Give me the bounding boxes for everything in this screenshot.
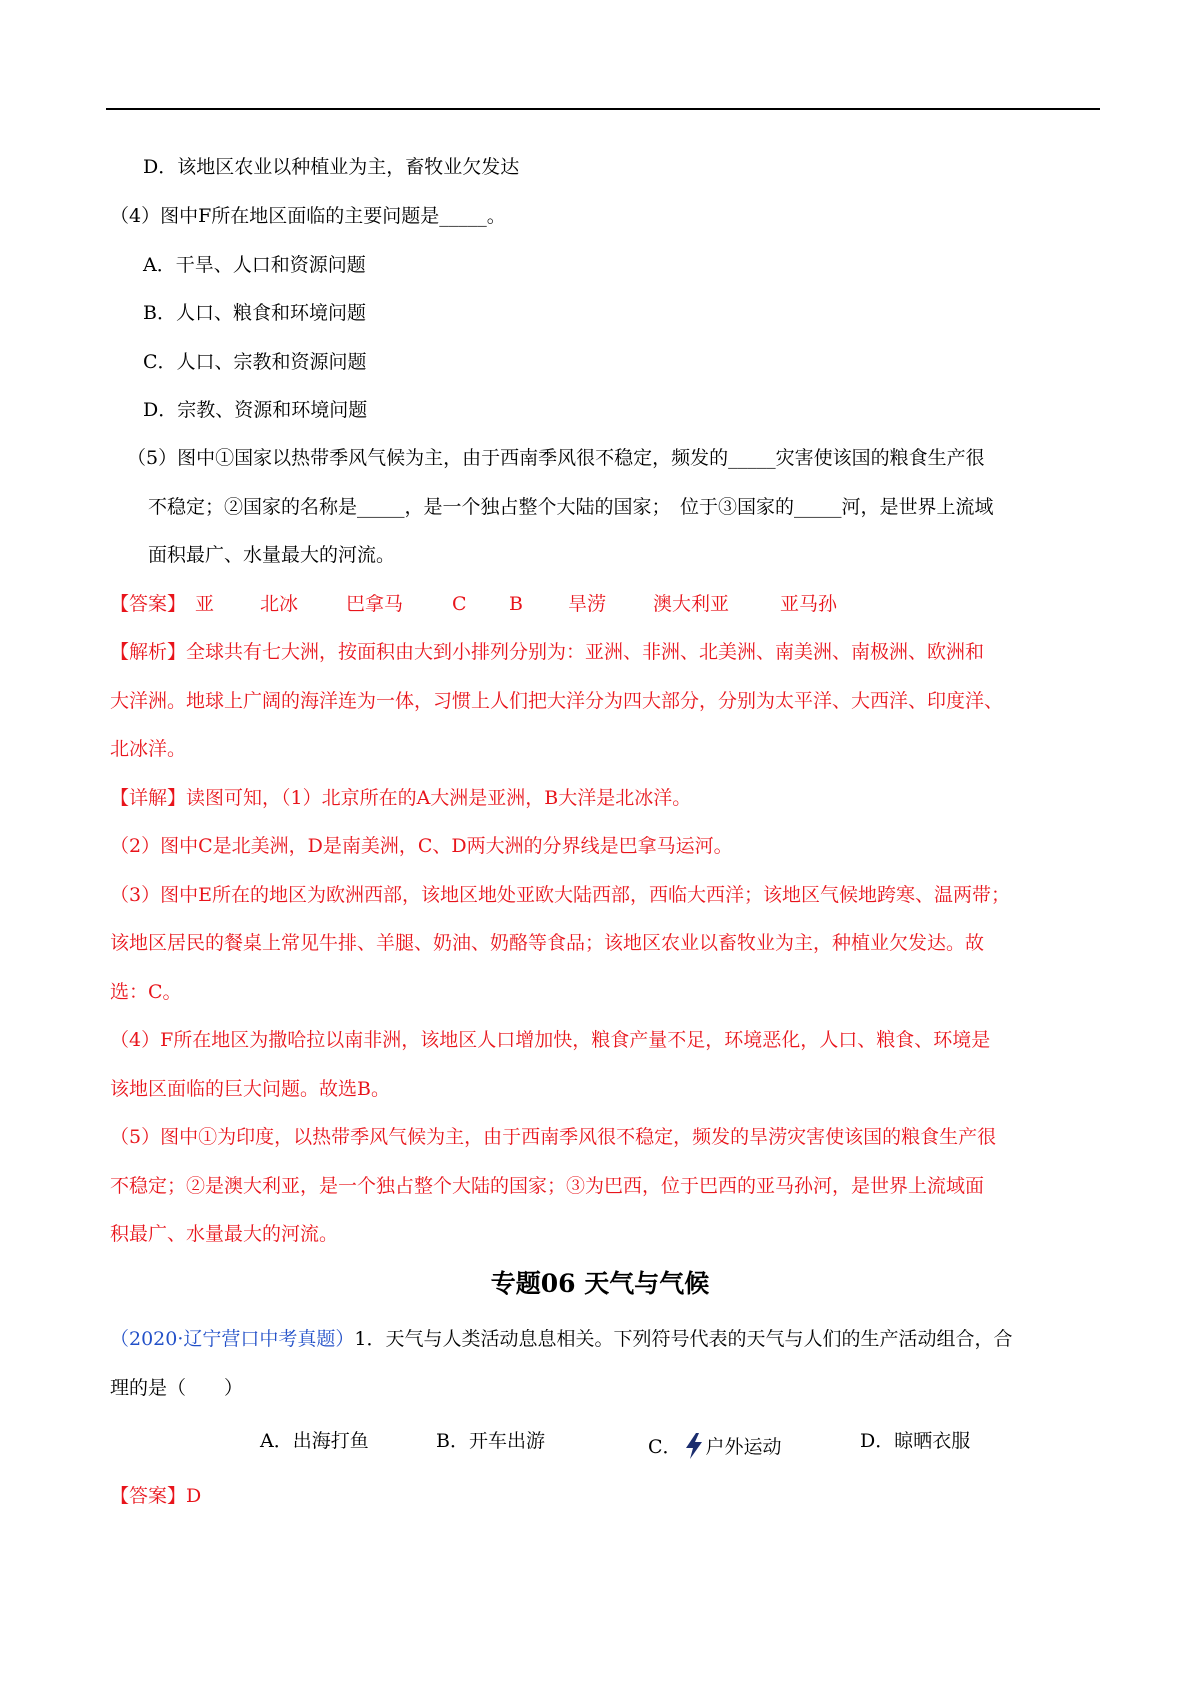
q1-option-a [260, 1432, 369, 1451]
question-1-line-2: 理的是（ ） [110, 1377, 244, 1399]
section-title: 专题06 天气与气候 [490, 1269, 710, 1298]
analysis-line-2: 大洋洲。地球上广阔的海洋连为一体，习惯上人们把大洋分为四大部分，分别为太平洋、大西洋、印度洋、 [110, 690, 1004, 712]
answer-2 [110, 1487, 201, 1506]
q5-line-1: （5）图中①国家以热带季风气候为主，由于西南季风很不稳定，频发的_____灾害使该国的粮食生产很 [127, 447, 985, 469]
q1-option-d [860, 1432, 970, 1451]
answer-1-item: 澳大利亚 [653, 593, 730, 615]
q4-option-c: C．人口、宗教和资源问题 [143, 351, 367, 373]
option-prefix: D． [860, 1430, 895, 1452]
answer-1-item: B [509, 593, 523, 615]
detail-line: 该地区居民的餐桌上常见牛排、羊腿、奶油、奶酪等食品；该地区农业以畜牧业为主，种植业欠发达。故 [110, 932, 985, 954]
answer-1-item: 巴拿马 [346, 593, 404, 615]
q4-stem: （4）图中F所在地区面临的主要问题是_____。 [110, 205, 506, 227]
q1-option-c [648, 1432, 782, 1460]
detail-line: （3）图中E所在的地区为欧洲西部，该地区地处亚欧大陆西部，西临大西洋；该地区气候地跨寒、温两带； [110, 884, 1010, 906]
answer-1-label: 【答案】 [110, 593, 187, 615]
question-source: （2020·辽宁营口中考真题） [110, 1328, 355, 1350]
detail-line: 不稳定；②是澳大利亚，是一个独占整个大陆的国家；③为巴西，位于巴西的亚马孙河，是世界上流域面 [110, 1175, 985, 1197]
option-text: 户外运动 [705, 1436, 782, 1458]
q4-option-b: B．人口、粮食和环境问题 [143, 302, 366, 324]
detail-line: 选：C。 [110, 981, 182, 1003]
detail-line: 【详解】读图可知，（1）北京所在的A大洲是亚洲，B大洋是北冰洋。 [110, 787, 692, 809]
q4-option-a: A．干旱、人口和资源问题 [143, 254, 366, 276]
detail-line: （2）图中C是北美洲，D是南美洲，C、D两大洲的分界线是巴拿马运河。 [110, 835, 733, 857]
option-text: 晾晒衣服 [894, 1430, 971, 1452]
question-1-stem: 1．天气与人类活动息息相关。下列符号代表的天气与人们的生产活动组合，合 [354, 1328, 1013, 1350]
answer-1-item: 亚 [195, 593, 215, 615]
q5-line-2: 不稳定；②国家的名称是_____，是一个独占整个大陆的国家； 位于③国家的_____河，是世界上流域 [148, 496, 994, 518]
option-text: 开车出游 [468, 1430, 545, 1452]
question-1-line-1 [110, 1330, 1013, 1349]
detail-line: （5）图中①为印度，以热带季风气候为主，由于西南季风很不稳定，频发的旱涝灾害使该国的粮食生产很 [110, 1126, 997, 1148]
answer-1-item: 旱涝 [568, 593, 607, 615]
q5-line-3: 面积最广、水量最大的河流。 [148, 544, 396, 566]
detail-line: （4）F所在地区为撒哈拉以南非洲，该地区人口增加快，粮食产量不足，环境恶化，人口、粮食、环境是 [110, 1029, 991, 1051]
previous-option-d: D．该地区农业以种植业为主，畜牧业欠发达 [143, 156, 520, 178]
option-prefix: B． [436, 1430, 469, 1452]
lightning-icon [683, 1432, 705, 1460]
detail-line: 该地区面临的巨大问题。故选B。 [110, 1078, 390, 1100]
answer-2-value: D [186, 1485, 202, 1507]
answer-1-item: 亚马孙 [780, 593, 838, 615]
answer-2-label: 【答案】 [110, 1485, 187, 1507]
detail-line: 积最广、水量最大的河流。 [110, 1223, 339, 1245]
q4-option-d: D．宗教、资源和环境问题 [143, 399, 368, 421]
q1-option-b [436, 1432, 545, 1451]
analysis-line-3: 北冰洋。 [110, 738, 187, 760]
analysis-line-1: 【解析】全球共有七大洲，按面积由大到小排列分别为：亚洲、非洲、北美洲、南美洲、南极洲、欧洲和 [110, 641, 985, 663]
option-prefix: C． [648, 1436, 682, 1458]
answer-1-item: 北冰 [260, 593, 299, 615]
option-prefix: A． [260, 1430, 293, 1452]
answer-1-item: C [452, 593, 467, 615]
option-text: 出海打鱼 [292, 1430, 369, 1452]
header-rule [106, 108, 1100, 110]
